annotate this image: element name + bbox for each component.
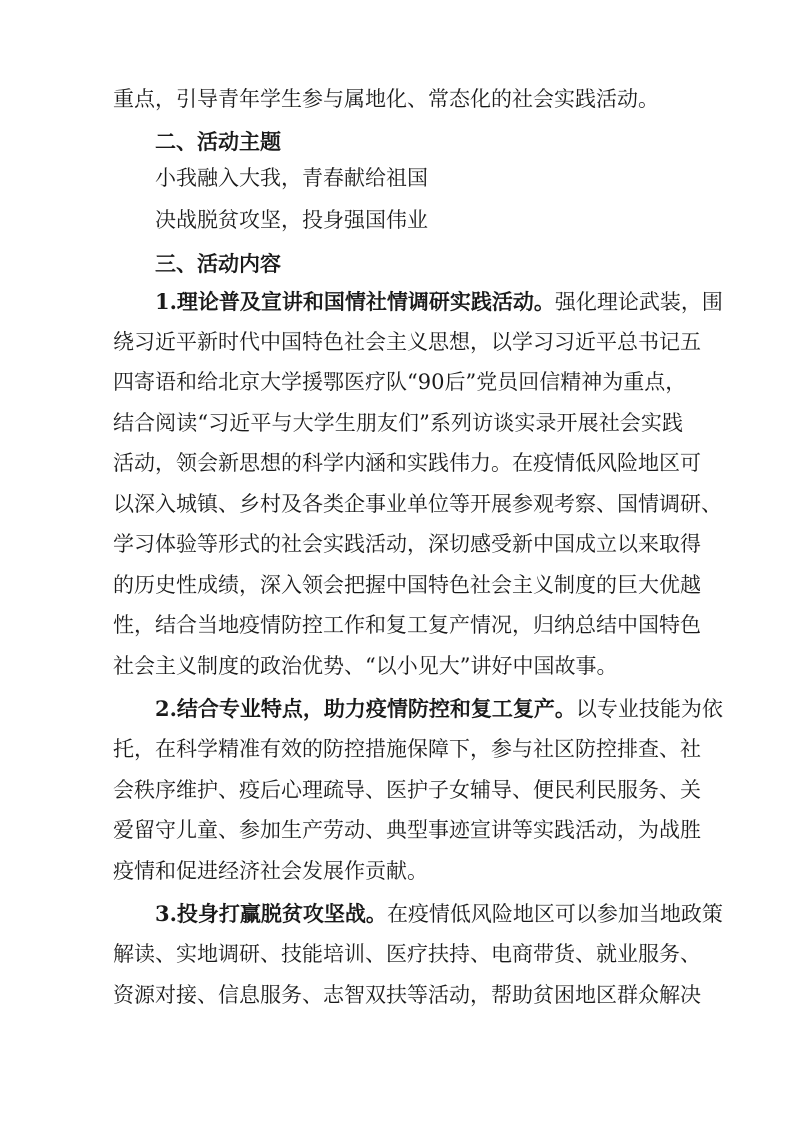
- item-title: 2.结合专业特点，助力疫情防控和复工复产。: [155, 696, 576, 721]
- paragraph-line: 学习体验等形式的社会实践活动，深切感受新中国成立以来取得: [113, 532, 701, 556]
- paragraph-line: 绕习近平新时代中国特色社会主义思想，以学习习近平总书记五: [113, 330, 701, 354]
- section-heading-theme: 二、活动主题: [155, 130, 281, 154]
- theme-line-2: 决战脱贫攻坚，投身强国伟业: [155, 208, 428, 232]
- item-title: 1.理论普及宣讲和国情社情调研实践活动。: [155, 289, 555, 314]
- paragraph-line: 重点，引导青年学生参与属地化、常态化的社会实践活动。: [113, 87, 659, 111]
- paragraph-line: 解读、实地调研、技能培训、医疗扶持、电商带货、就业服务、: [113, 942, 701, 966]
- theme-line-1: 小我融入大我，青春献给祖国: [155, 166, 428, 190]
- paragraph-line: 爱留守儿童、参加生产劳动、典型事迹宣讲等实践活动，为战胜: [113, 818, 701, 842]
- paragraph-line: 性，结合当地疫情防控工作和复工复产情况，归纳总结中国特色: [113, 613, 701, 637]
- paragraph-line: 四寄语和给北京大学援鄂医疗队“90后”党员回信精神为重点，: [113, 370, 687, 394]
- paragraph-line: [155, 694, 723, 724]
- paragraph-line: 社会主义制度的政治优势、“以小见大”讲好中国故事。: [113, 654, 618, 678]
- paragraph-line: 活动，领会新思想的科学内涵和实践伟力。在疫情低风险地区可: [113, 451, 701, 475]
- paragraph-line: 疫情和促进经济社会发展作贡献。: [113, 859, 428, 883]
- paragraph-line: 以深入城镇、乡村及各类企事业单位等开展参观考察、国情调研、: [113, 492, 722, 516]
- paragraph-line: 资源对接、信息服务、志智双扶等活动，帮助贫困地区群众解决: [113, 983, 701, 1007]
- paragraph-line: [155, 287, 723, 317]
- paragraph-line: [155, 899, 723, 929]
- item-text: 在疫情低风险地区可以参加当地政策: [386, 902, 723, 926]
- paragraph-line: 托，在科学精准有效的防控措施保障下，参与社区防控排查、社: [113, 737, 701, 761]
- paragraph-line: 的历史性成绩，深入领会把握中国特色社会主义制度的巨大优越: [113, 573, 701, 597]
- item-text: 强化理论武装，围: [554, 290, 723, 314]
- item-text: 以专业技能为依: [575, 697, 723, 721]
- section-heading-content: 三、活动内容: [155, 252, 281, 276]
- item-title: 3.投身打赢脱贫攻坚战。: [155, 901, 387, 926]
- paragraph-line: 会秩序维护、疫后心理疏导、医护子女辅导、便民利民服务、关: [113, 778, 701, 802]
- paragraph-line: 结合阅读“习近平与大学生朋友们”系列访谈实录开展社会实践: [113, 411, 683, 435]
